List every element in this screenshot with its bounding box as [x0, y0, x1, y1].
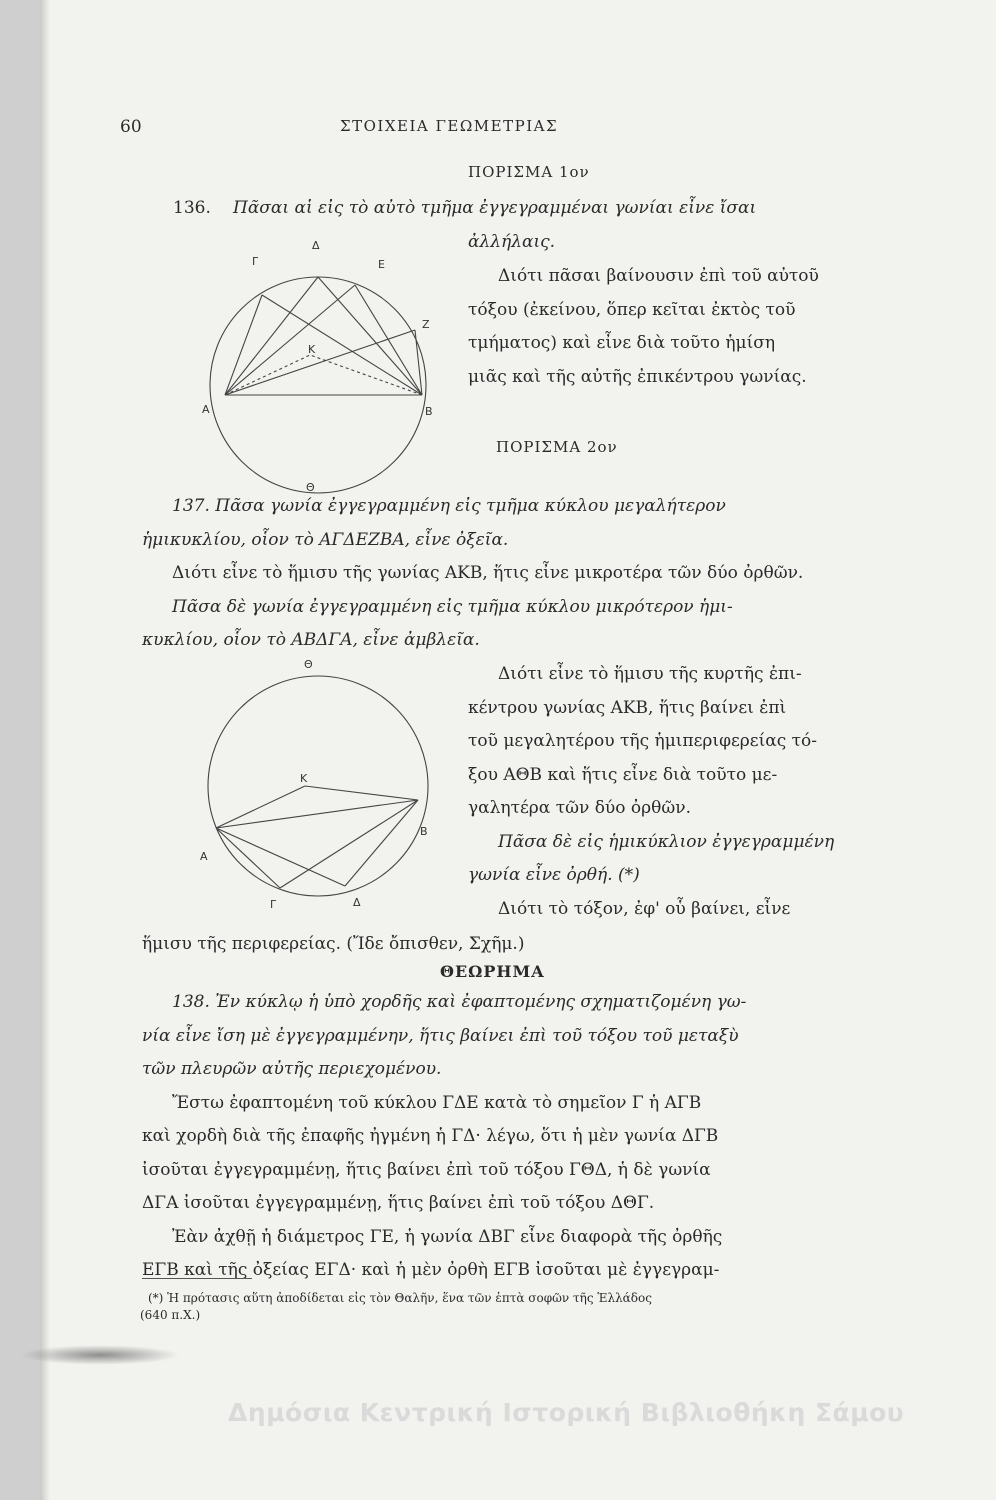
- figure-2-circle: [208, 676, 428, 896]
- fig2-label-gamma: Γ: [270, 898, 277, 911]
- text-line: ΕΓΒ καὶ τῆς ὀξείας ΕΓΔ· καὶ ἡ μὲν ὀρθὴ ΕΓΒ ἰσοῦται μὲ ἐγγεγραμ-: [142, 1260, 720, 1280]
- text-line: ξου ΑΘΒ καὶ ἥτις εἶνε διὰ τοῦτο με-: [468, 764, 778, 785]
- fig1-label-beta: Β: [425, 405, 433, 418]
- text-line: Διότι εἶνε τὸ ἥμισυ τῆς κυρτῆς ἐπι-: [498, 664, 802, 684]
- paragraph-136-number: 136.: [173, 198, 211, 218]
- footnote-rule: [142, 1278, 252, 1279]
- text-line: καὶ χορδὴ διὰ τῆς ἐπαφῆς ἠγμένη ἡ ΓΔ· λέγω, ὅτι ἡ μὲν γωνία ΔΓΒ: [142, 1126, 719, 1146]
- porisma-1-heading: ΠΟΡΙΣΜΑ 1ον: [468, 163, 590, 181]
- text-line: τμήματος) καὶ εἶνε διὰ τοῦτο ἡμίση: [468, 333, 776, 353]
- paragraph-137-last-line: ἥμισυ τῆς περιφερείας. (Ἴδε ὄπισθεν, Σχῆμ.): [142, 934, 525, 954]
- porisma-2-heading: ΠΟΡΙΣΜΑ 2ον: [496, 438, 618, 456]
- text-line: ΔΓΑ ἰσοῦται ἐγγεγραμμένῃ, ἥτις βαίνει ἐπὶ τοῦ τόξου ΔΘΓ.: [142, 1193, 655, 1213]
- paragraph-136-statement: Πᾶσαι αἱ εἰς τὸ αὐτὸ τμῆμα ἐγγεγραμμέναι γωνίαι εἶνε ἴσαι: [233, 198, 757, 218]
- text-line: Διότι τὸ τόξον, ἐφ' οὗ βαίνει, εἶνε: [498, 898, 791, 919]
- fig2-label-theta: Θ: [304, 658, 313, 671]
- fig2-label-kappa: Κ: [300, 772, 308, 785]
- text-line: τοῦ μεγαλητέρου τῆς ἡμιπεριφερείας τό-: [468, 731, 818, 751]
- fig1-label-gamma: Γ: [252, 255, 259, 268]
- text-line: ἰσοῦται ἐγγεγραμμένῃ, ἥτις βαίνει ἐπὶ τοῦ τόξου ΓΘΔ, ἡ δὲ γωνία: [142, 1159, 711, 1180]
- fig2-label-alpha: Α: [200, 850, 208, 863]
- text-line: τόξου (ἐκείνου, ὅπερ κεῖται ἐκτὸς τοῦ: [468, 299, 796, 320]
- figure-obtuse-angle: [190, 658, 450, 920]
- fig2-label-delta: Δ: [353, 896, 361, 909]
- text-line: μιᾶς καὶ τῆς αὐτῆς ἐπικέντρου γωνίας.: [468, 366, 807, 387]
- ink-stain: [20, 1345, 180, 1365]
- page-number: 60: [120, 117, 142, 137]
- paragraph-137: [142, 490, 803, 658]
- library-watermark: Δημόσια Κεντρική Ιστορική Βιβλιοθήκη Σάμου: [228, 1398, 905, 1427]
- theorem-heading: ΘΕΩΡΗΜΑ: [440, 962, 545, 981]
- paragraph-136-statement-end: ἀλλήλαις.: [468, 232, 556, 252]
- running-title: ΣΤΟΙΧΕΙΑ ΓΕΩΜΕΤΡΙΑΣ: [340, 117, 559, 135]
- fig1-label-delta: Δ: [312, 239, 320, 252]
- text-line: Διότι πᾶσαι βαίνουσιν ἐπὶ τοῦ αὐτοῦ: [498, 266, 819, 286]
- text-line: Ἐὰν ἀχθῇ ἡ διάμετρος ΓΕ, ἡ γωνία ΔΒΓ εἶνε διαφορὰ τῆς ὀρθῆς: [172, 1226, 723, 1247]
- fig1-label-zeta: Ζ: [422, 318, 430, 331]
- text-line: ἡμικυκλίου, οἷον τὸ ΑΓΔΕΖΒΑ, εἶνε ὀξεῖα.: [142, 529, 509, 550]
- text-line: Διότι εἶνε τὸ ἥμισυ τῆς γωνίας ΑΚΒ, ἥτις εἶνε μικροτέρα τῶν δύο ὀρθῶν.: [172, 563, 804, 583]
- text-line: Ἔστω ἐφαπτομένη τοῦ κύκλου ΓΔΕ κατὰ τὸ σημεῖον Γ ἡ ΑΓΒ: [172, 1092, 702, 1113]
- text-line: γωνία εἶνε ὀρθή. (*): [468, 865, 640, 885]
- text-line: κυκλίου, οἷον τὸ ΑΒΔΓΑ, εἶνε ἀμβλεῖα.: [142, 630, 480, 650]
- text-line: νία εἶνε ἴση μὲ ἐγγεγραμμένην, ἥτις βαίνει ἐπὶ τοῦ τόξου τοῦ μεταξὺ: [142, 1025, 739, 1046]
- text-line: Πᾶσα δὲ γωνία ἐγγεγραμμένη εἰς τμῆμα κύκλου μικρότερον ἡμι-: [172, 596, 733, 617]
- footnote-line: (640 π.Χ.): [140, 1308, 201, 1322]
- paragraph-137-proof: [468, 658, 834, 926]
- text-line: τῶν πλευρῶν αὐτῆς περιεχομένου.: [142, 1059, 442, 1079]
- text-line: 138. Ἐν κύκλῳ ἡ ὑπὸ χορδῆς καὶ ἐφαπτομένης σχηματιζομένη γω-: [172, 992, 747, 1012]
- paragraph-136-proof: [468, 260, 819, 394]
- fig1-label-epsilon: Ε: [378, 258, 385, 271]
- footnote-line: (*) Ἡ πρότασις αὕτη ἀποδίδεται εἰς τὸν Θαλῆν, ἕνα τῶν ἑπτὰ σοφῶν τῆς Ἑλλάδος: [148, 1291, 652, 1305]
- paragraph-138: [142, 986, 746, 1288]
- fig2-label-beta: Β: [420, 825, 428, 838]
- text-line: Πᾶσα δὲ εἰς ἡμικύκλιον ἐγγεγραμμένη: [498, 831, 835, 852]
- text-line: κέντρου γωνίας ΑΚΒ, ἥτις βαίνει ἐπὶ: [468, 697, 787, 718]
- text-line: 137. Πᾶσα γωνία ἐγγεγραμμένη εἰς τμῆμα κύκλου μεγαλήτερον: [172, 496, 726, 516]
- footnote: [140, 1290, 900, 1324]
- figure-inscribed-angles: [190, 235, 460, 505]
- fig1-label-kappa: Κ: [308, 343, 316, 356]
- fig1-label-theta: Θ: [306, 481, 315, 494]
- fig1-label-alpha: Α: [202, 403, 210, 416]
- text-line: γαλητέρα τῶν δύο ὀρθῶν.: [468, 798, 691, 818]
